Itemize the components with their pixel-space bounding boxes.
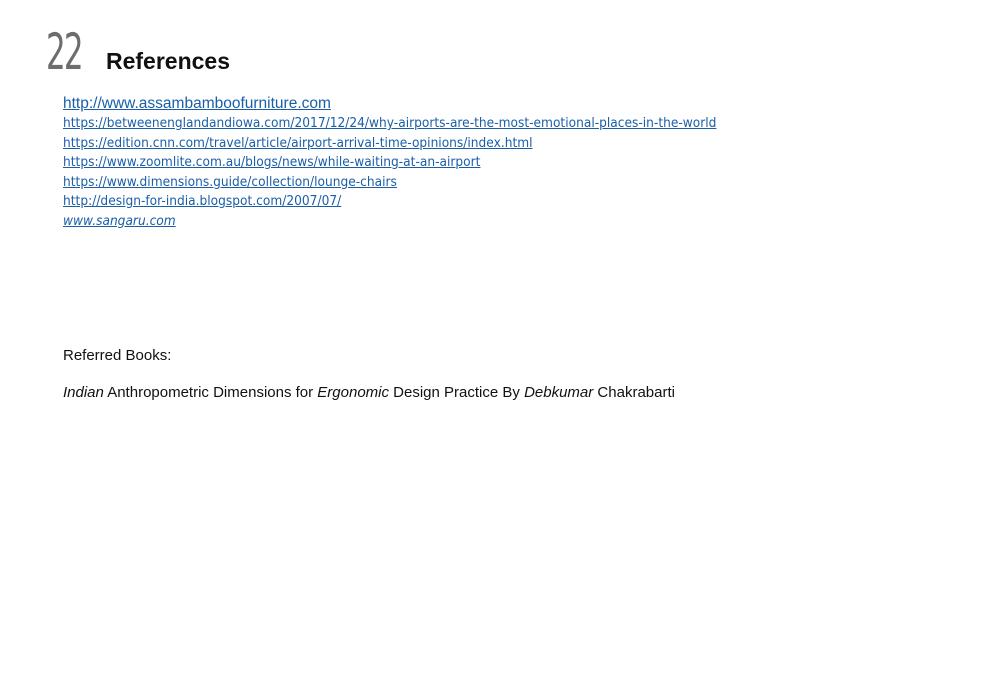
reference-link-sangaru[interactable]: www.sangaru.com (63, 213, 176, 229)
book-word-ergonomic: Ergonomic (317, 384, 389, 401)
book-word-debkumar: Debkumar (524, 384, 594, 401)
referred-books-heading: Referred Books: (63, 347, 172, 364)
page-title: References (106, 48, 231, 74)
list-item (63, 212, 758, 232)
list-item (63, 134, 758, 154)
list-item (63, 94, 758, 114)
reference-link-dimensions-guide[interactable]: https://www.dimensions.guide/collection/lounge-chairs (63, 174, 397, 190)
book-word-indian: Indian (63, 384, 104, 401)
reference-link-design-for-india[interactable]: http://design-for-india.blogspot.com/2007/07/ (63, 194, 342, 209)
list-item (63, 173, 758, 193)
reference-link-assambamboofurniture[interactable]: http://www.assambamboofurniture.com (63, 95, 331, 112)
book-text-3: Chakrabarti (593, 384, 675, 401)
list-item (63, 192, 758, 212)
reference-link-cnn[interactable]: https://edition.cnn.com/travel/article/airport-arrival-time-opinions/index.html (63, 135, 533, 151)
reference-link-betweenenglandandiowa[interactable]: https://betweenenglandandiowa.com/2017/12/24/why-airports-are-the-most-emotional-places-in-the-world (63, 116, 717, 131)
reference-link-zoomlite[interactable]: https://www.zoomlite.com.au/blogs/news/while-waiting-at-an-airport (63, 155, 481, 170)
reference-links-list (63, 94, 758, 231)
list-item (63, 153, 758, 173)
book-text-2: Design Practice By (389, 384, 525, 401)
book-entry (63, 383, 675, 403)
book-text-1: Anthropometric Dimensions for (103, 384, 318, 401)
list-item (63, 114, 758, 134)
page-number: 22 (46, 23, 82, 81)
